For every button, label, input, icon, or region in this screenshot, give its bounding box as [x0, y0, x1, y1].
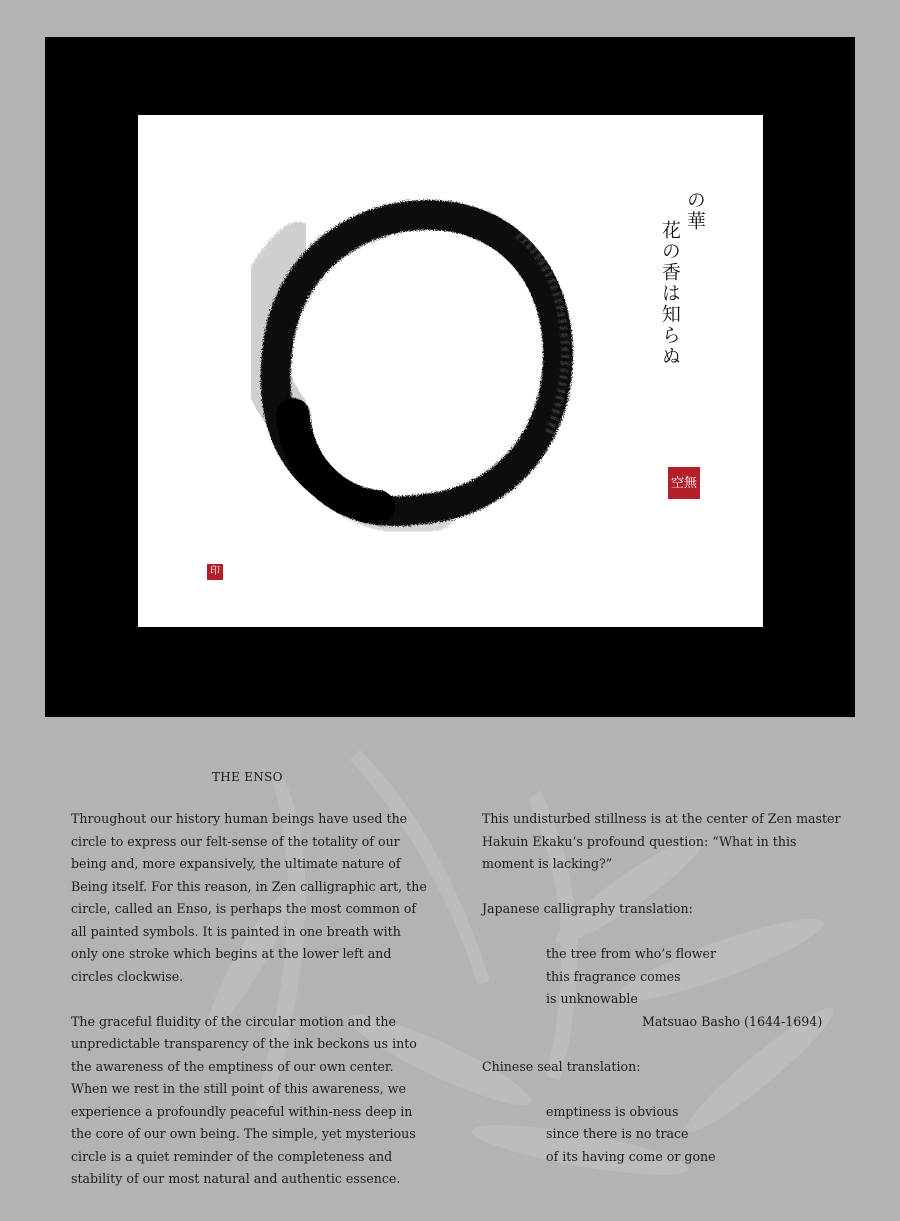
seal-line: of its having come or gone — [546, 1148, 716, 1164]
paragraph-1: Throughout our history human beings have used the circle to express our felt-sense of the totality of our being and, more expansively, the ultimate nature of Being itself. For this reason, in Zen calligraphic art, the circle, called an Enso, is perhaps the most common of all painted symbols. It is painted in one breath with only one stroke which begins at the lower left and circles clockwise. — [71, 811, 427, 984]
intro-paragraph: This undisturbed stillness is at the center of Zen master Hakuin Ekaku’s profound question: “What in this moment is lacking?” — [482, 811, 841, 871]
enso-circle — [138, 115, 763, 627]
poem-line: is unknowable — [546, 991, 638, 1006]
calligraphy-heading: Japanese calligraphy translation: — [482, 901, 693, 916]
poem-line: this fragrance comes — [546, 968, 681, 984]
seal-line: emptiness is obvious — [546, 1103, 679, 1119]
poem-line: the tree from who’s flower — [546, 946, 717, 961]
enso-artwork — [138, 115, 763, 627]
right-column — [482, 808, 842, 1168]
calligraphy-line-1: の華 — [683, 190, 706, 232]
seal-heading: Chinese seal translation: — [482, 1058, 641, 1074]
seal-line: since there is no trace — [546, 1126, 689, 1141]
paragraph-2: The graceful fluidity of the circular motion and the unpredictable transparency of the ink beckons us into the awareness of the emptiness of our own center. When we rest in the still point of this awareness, we experience a profoundly peaceful within-ness deep in the core of our own being. The simple, yet mysterious circle is a quiet reminder of the completeness and stability of our most natural and authentic essence. — [71, 1013, 417, 1186]
large-red-seal: 空無 — [668, 467, 700, 499]
poem-attribution: Matsuao Basho (1644-1694) — [642, 1013, 823, 1029]
left-column — [71, 808, 431, 1191]
small-red-seal: 印 — [207, 564, 223, 580]
calligraphy-line-2: 花の香は知らぬ — [658, 220, 681, 367]
article-title: THE ENSO — [212, 770, 283, 784]
